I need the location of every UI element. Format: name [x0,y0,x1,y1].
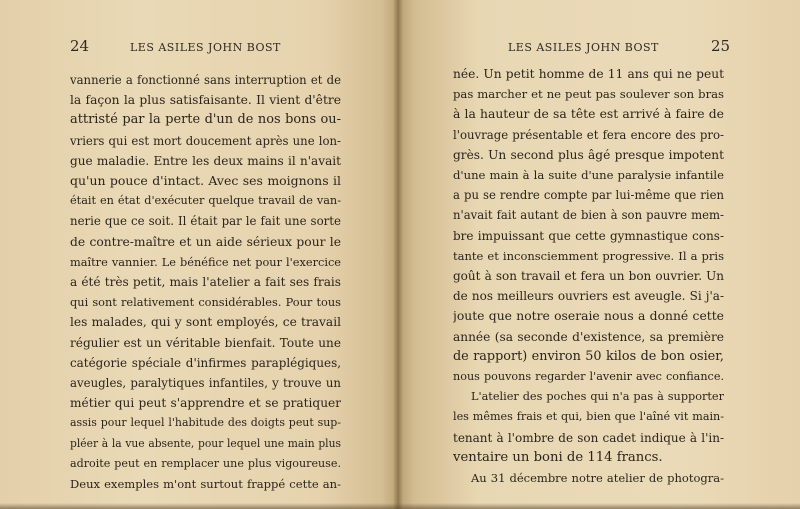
text-line: qui sont relativement considérables. Pour tous [70,295,341,310]
text-line: de contre-maître et un aide sérieux pour le [70,234,341,249]
page-number: 24 [70,37,90,55]
text-line: pléer à la vue absente, pour lequel une main plus [70,436,341,450]
running-head: LES ASILES JOHN BOST [130,41,281,54]
text-line: pas marcher et ne peut pas soulever son bras [453,87,724,102]
page-body-text [453,64,724,488]
text-line: régulier est un véritable bienfait. Toute une [70,335,341,350]
text-line: a été très petit, mais l'atelier a fait ses frais [70,275,341,290]
text-line: bre impuissant que cette gymnastique cons- [453,228,724,243]
page-number: 25 [711,37,731,55]
page-body-text [70,70,341,494]
text-line: vannerie a fonctionné sans interruption et de [70,73,341,87]
text-line: à la hauteur de sa tête est arrivé à faire de [453,107,724,122]
text-line: les mêmes frais et qui, bien que l'aîné vit main- [453,410,724,424]
book-spine [393,0,403,509]
text-line: la façon la plus satisfaisante. Il vient d'être [70,93,341,108]
text-line: tante et inconsciemment progressive. Il a pris [453,248,724,263]
text-line: vriers qui est mort doucement après une lon- [70,133,341,148]
text-line: l'ouvrage présentable et fera encore des pro- [453,127,724,142]
text-line: nous pouvons regarder l'avenir avec confiance. [453,370,724,384]
text-line: née. Un petit homme de 11 ans qui ne peut [453,67,724,81]
text-line: année (sa seconde d'existence, sa première [453,329,724,344]
text-line: grès. Un second plus âgé presque impotent [453,147,724,162]
right-page [398,0,800,509]
text-line: Au 31 décembre notre atelier de photogra- [471,471,724,486]
text-line: joute que notre oseraie nous a donné cette [453,309,724,324]
text-line: catégorie spéciale d'infirmes paraplégiques, [70,355,341,370]
text-line: ventaire un boni de 114 francs. [453,449,663,465]
text-line: gue maladie. Entre les deux mains il n'avait [70,153,341,168]
text-line: maître vannier. Le bénéfice net pour l'exercice [70,254,341,269]
text-line: attristé par la perte d'un de nos bons ou- [70,112,341,128]
text-line: qu'un pouce d'intact. Avec ses moignons il [70,173,341,189]
text-line: Deux exemples m'ont surtout frappé cette an- [70,477,341,492]
text-line: adroite peut en remplacer une plus vigoureuse. [70,456,341,470]
text-line: aveugles, paralytiques infantiles, y trouve un [70,376,341,391]
running-head: LES ASILES JOHN BOST [508,41,659,54]
text-line: a pu se rendre compte par lui-même que rien [453,188,724,203]
text-line: goût à son travail et fera un bon ouvrier. Un [453,269,724,284]
text-line: de rapport) environ 50 kilos de bon osier, [453,348,724,364]
text-line: les malades, qui y sont employés, ce travail [70,315,341,330]
text-line: L'atelier des poches qui n'a pas à supporter [471,390,724,404]
text-line: était en état d'exécuter quelque travail de van- [70,194,341,208]
text-line: d'une main à la suite d'une paralysie infantile [453,168,724,183]
text-line: nerie que ce soit. Il était par le fait une sorte [70,214,341,229]
text-line: de nos meilleurs ouvriers est aveugle. Si j'a- [453,289,724,304]
left-page [0,0,398,509]
text-line: tenant à l'ombre de son cadet indique à l'in- [453,430,724,445]
text-line: n'avait fait autant de bien à son pauvre mem- [453,208,724,223]
page-edge-shadow [0,503,800,509]
text-line: métier qui peut s'apprendre et se pratiquer [70,396,341,411]
text-line: assis pour lequel l'habitude des doigts peut sup- [70,416,341,430]
